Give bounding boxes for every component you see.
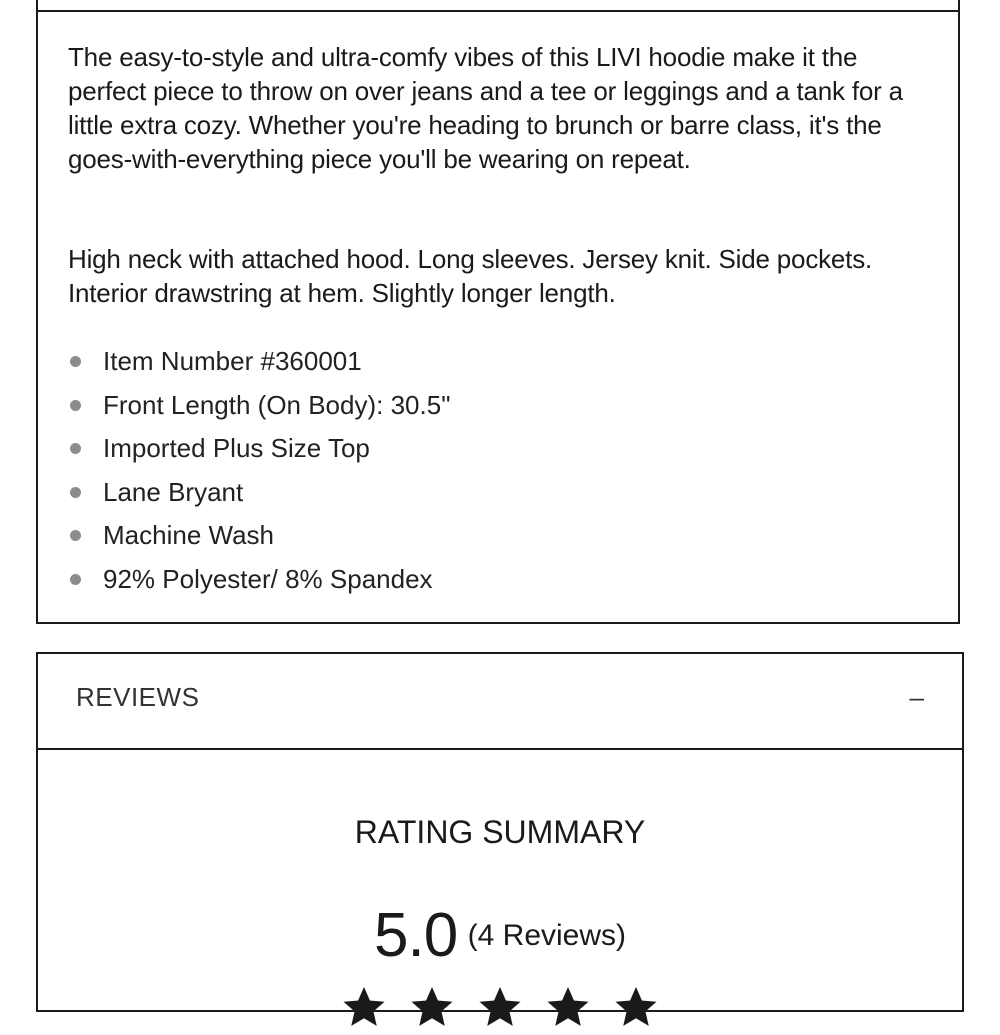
star-icon — [546, 986, 590, 1030]
feature-text: Imported Plus Size Top — [103, 433, 370, 464]
bullet-icon — [70, 530, 81, 541]
feature-item-front-length — [68, 384, 450, 428]
feature-item-item-number — [68, 340, 450, 384]
rating-summary — [38, 900, 962, 971]
review-count-link[interactable]: (4 Reviews) — [467, 918, 627, 952]
product-specs-summary: High neck with attached hood. Long sleeves. Jersey knit. Side pockets. Interior drawstring at hem. Slightly longer length. — [68, 244, 873, 308]
feature-text: 92% Polyester/ 8% Spandex — [103, 563, 433, 594]
feature-text: Item Number #360001 — [103, 346, 362, 376]
star-rating — [38, 986, 962, 1035]
product-details-panel — [36, 0, 960, 624]
reviews-title: REVIEWS — [76, 682, 200, 712]
star-icon — [410, 986, 454, 1030]
bullet-icon — [70, 487, 81, 498]
star-icon — [614, 986, 658, 1030]
feature-item-origin — [68, 427, 450, 471]
bullet-icon — [70, 356, 81, 367]
bullet-icon — [70, 574, 81, 585]
star-icon — [478, 986, 522, 1030]
collapse-reviews-button[interactable]: – — [909, 682, 924, 712]
bullet-icon — [70, 443, 81, 454]
feature-text: Machine Wash — [103, 520, 274, 551]
feature-item-care — [68, 514, 450, 558]
feature-item-brand — [68, 471, 450, 515]
feature-text: Front Length (On Body): 30.5" — [103, 389, 451, 420]
bullet-icon — [70, 400, 81, 411]
product-description: The easy-to-style and ultra-comfy vibes of this LIVI hoodie make it the perfect piece to throw on over jeans and a tee or leggings and a tank for a little extra cozy. Whether you're heading to brunch or barre class, it's the goes-with-everything piece you'll be wearing on repeat. — [68, 42, 903, 174]
section-divider — [38, 10, 958, 12]
star-icon — [342, 986, 386, 1030]
average-rating: 5.0 — [373, 901, 458, 970]
feature-item-material — [68, 558, 450, 602]
reviews-accordion-header[interactable] — [38, 654, 962, 750]
feature-list — [68, 340, 450, 602]
feature-text: Lane Bryant — [103, 476, 244, 507]
reviews-panel — [36, 652, 964, 1012]
rating-summary-title: RATING SUMMARY — [354, 814, 646, 850]
